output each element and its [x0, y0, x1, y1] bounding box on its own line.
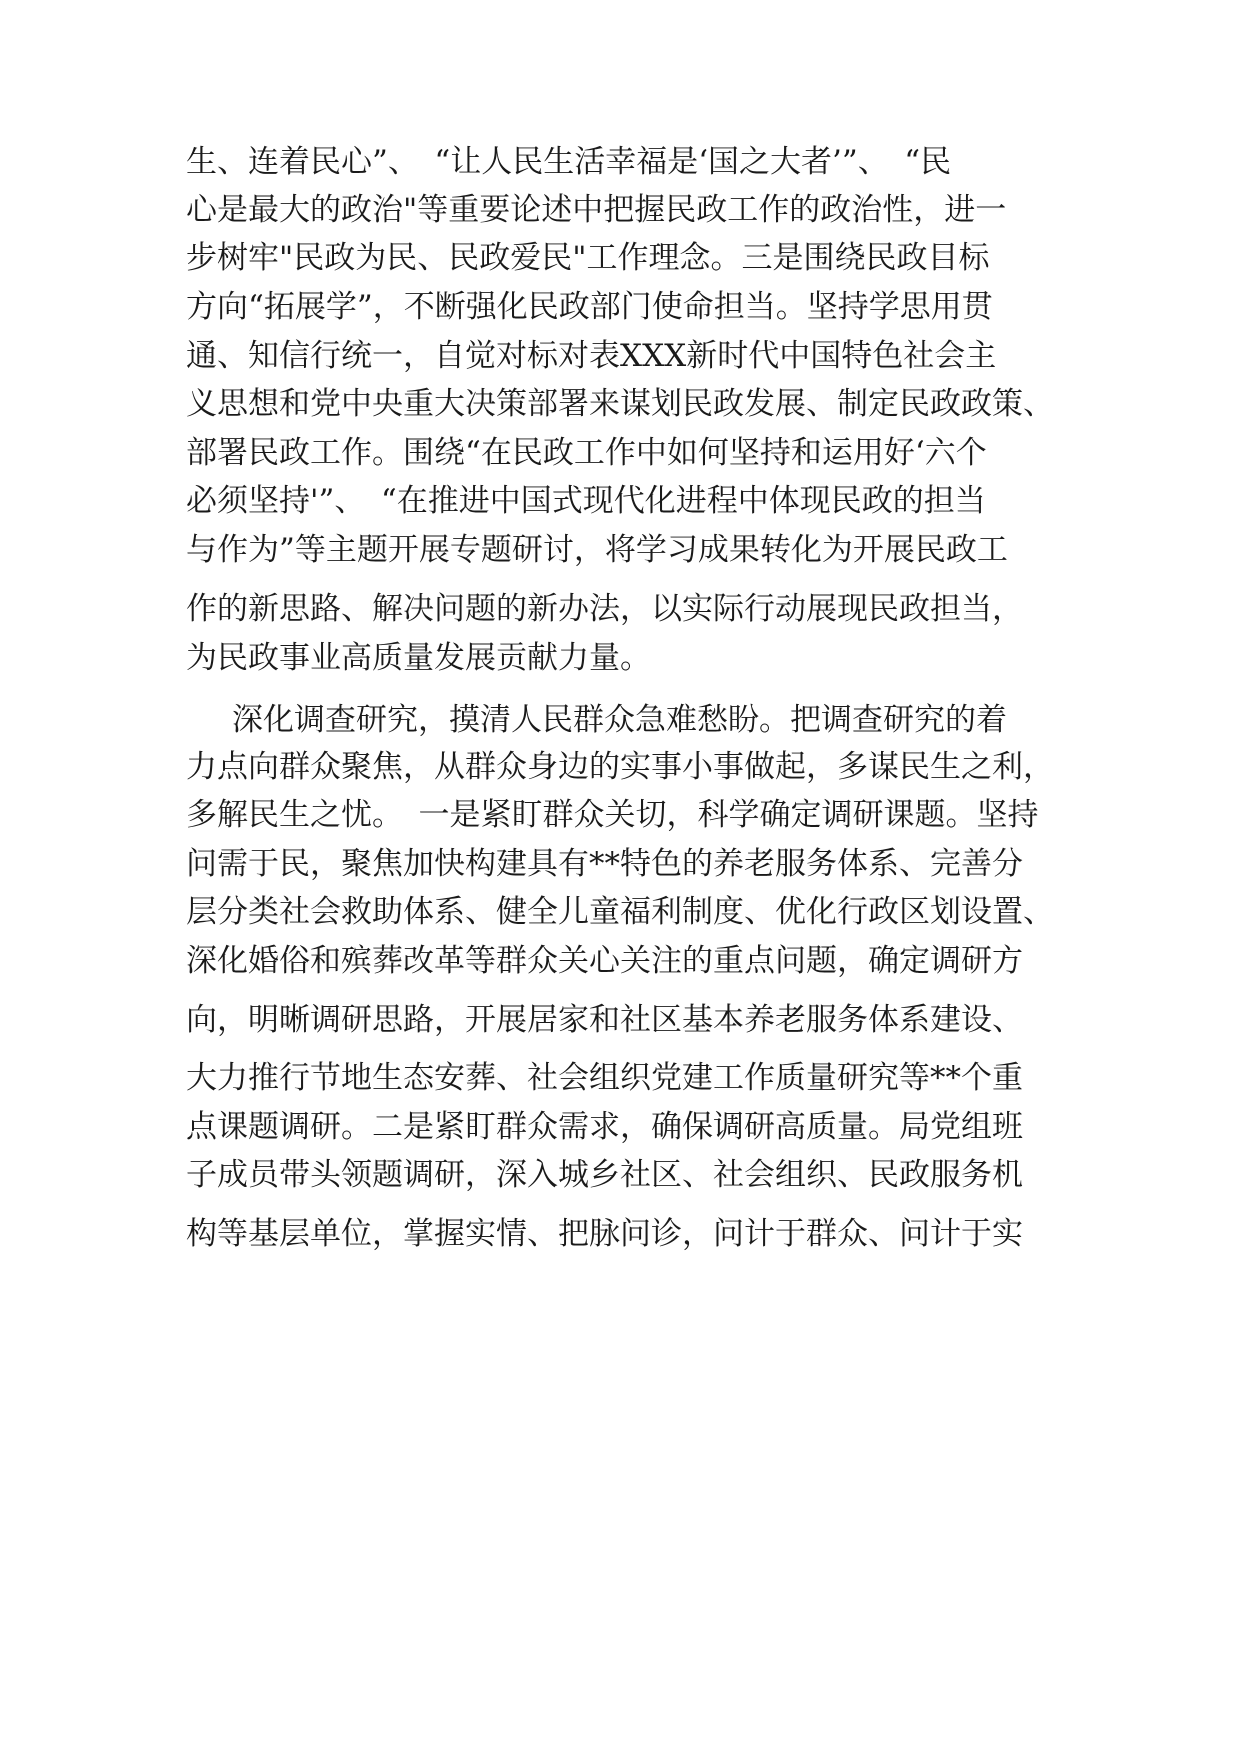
- text-line: 点课题调研。二是紧盯群众需求，确保调研高质量。局党组班: [186, 1109, 1023, 1145]
- text-line: 深化婚俗和殡葬改革等群众关心关注的重点问题，确定调研方: [186, 943, 1023, 979]
- text-line: 方向“拓展学”，不断强化民政部门使命担当。坚持学思用贯: [186, 289, 993, 325]
- text-line: 生、连着民心”、 “让人民生活幸福是‘国之大者’”、 “民: [186, 144, 952, 180]
- text-line: 大力推行节地生态安葬、社会组织党建工作质量研究等**个重: [186, 1060, 1023, 1096]
- text-line: 多解民生之忧。 一是紧盯群众关切，科学确定调研课题。坚持: [186, 797, 1039, 833]
- text-line: 子成员带头领题调研，深入城乡社区、社会组织、民政服务机: [186, 1157, 1023, 1193]
- text-line: 为民政事业高质量发展贡献力量。: [186, 640, 651, 676]
- text-line: 步树牢"民政为民、民政爱民"工作理念。三是围绕民政目标: [186, 240, 990, 276]
- text-line: 心是最大的政治"等重要论述中把握民政工作的政治性，进一: [186, 192, 1007, 228]
- text-line: 义思想和党中央重大决策部署来谋划民政发展、制定民政政策、: [186, 386, 1054, 422]
- text-line: 与作为”等主题开展专题研讨，将学习成果转化为开展民政工: [186, 532, 1008, 568]
- text-line: 问需于民，聚焦加快构建具有**特色的养老服务体系、完善分: [186, 846, 1023, 882]
- text-line: 构等基层单位，掌握实情、把脉问诊，问计于群众、问计于实: [186, 1216, 1023, 1252]
- paragraph-first-line: 深化调查研究，摸清人民群众急难愁盼。把调查研究的着: [232, 702, 1007, 738]
- text-line: 必须坚持'”、 “在推进中国式现代化进程中体现民政的担当: [186, 483, 986, 519]
- text-line: 层分类社会救助体系、健全儿童福利制度、优化行政区划设置、: [186, 894, 1054, 930]
- text-line: 向，明晰调研思路，开展居家和社区基本养老服务体系建设、: [186, 1002, 1023, 1038]
- text-line: 作的新思路、解决问题的新办法，以实际行动展现民政担当，: [186, 591, 1023, 627]
- text-line: 部署民政工作。围绕“在民政工作中如何坚持和运用好‘六个: [186, 435, 987, 471]
- text-line: 力点向群众聚焦，从群众身边的实事小事做起，多谋民生之利，: [186, 749, 1054, 785]
- text-line: 通、知信行统一，自觉对标对表XXX新时代中国特色社会主: [186, 338, 997, 374]
